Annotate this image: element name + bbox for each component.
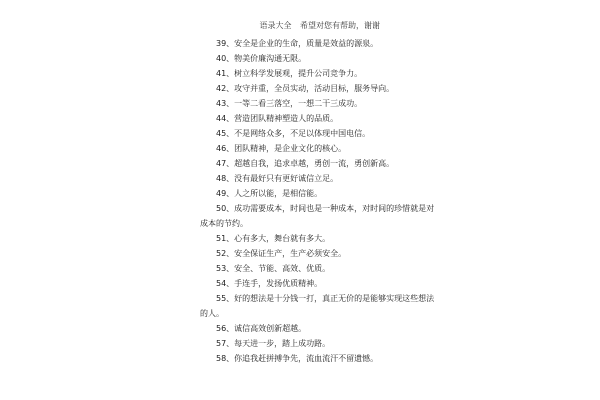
quote-line: 48、没有最好只有更好诚信立足。 [216,174,339,183]
quote-line: 54、手连手，发扬优质精神。 [216,279,323,288]
quote-line: 41、树立科学发展观，提升公司竞争力。 [216,69,363,78]
quote-line: 50、成功需要成本，时间也是一种成本，对时间的珍惜就是对 [216,204,435,213]
quote-line: 57、每天进一步，踏上成功路。 [216,339,331,348]
quote-line: 46、团队精神，是企业文化的核心。 [216,144,347,153]
quote-line-continuation: 的人。 [200,309,224,318]
quote-line: 39、安全是企业的生命，质量是效益的源泉。 [216,39,379,48]
quote-line: 55、好的想法是十分钱一打，真正无价的是能够实现这些想法 [216,294,435,303]
quote-line: 40、物美价廉沟通无限。 [216,54,307,63]
quote-line: 45、不是网络众多，不足以体现中国电信。 [216,129,371,138]
quote-list [200,36,435,366]
quote-line: 42、攻守并重，全员实动，活动目标，服务导向。 [216,84,395,93]
quote-line: 56、诚信高效创新超越。 [216,324,307,333]
quote-line-continuation: 成本的节约。 [200,219,248,228]
header-right-text: 希望对您有帮助，谢谢 [300,21,380,30]
quote-line: 51、心有多大，舞台就有多大。 [216,234,331,243]
quote-line: 43、一等二看三落空，一想二干三成功。 [216,99,363,108]
quote-line: 53、安全、节能、高效、优质。 [216,264,331,273]
quote-line: 52、安全保证生产，生产必须安全。 [216,249,347,258]
quote-line: 58、你追我赶拼搏争先，流血流汗不留遗憾。 [216,354,379,363]
quote-line: 49、人之所以能，是相信能。 [216,189,323,198]
page-header [259,20,380,31]
header-left-text: 语录大全 [259,21,292,30]
quote-line: 47、超越自我，追求卓越，勇创一流，勇创新高。 [216,159,395,168]
quote-line: 44、营造团队精神塑造人的品质。 [216,114,339,123]
